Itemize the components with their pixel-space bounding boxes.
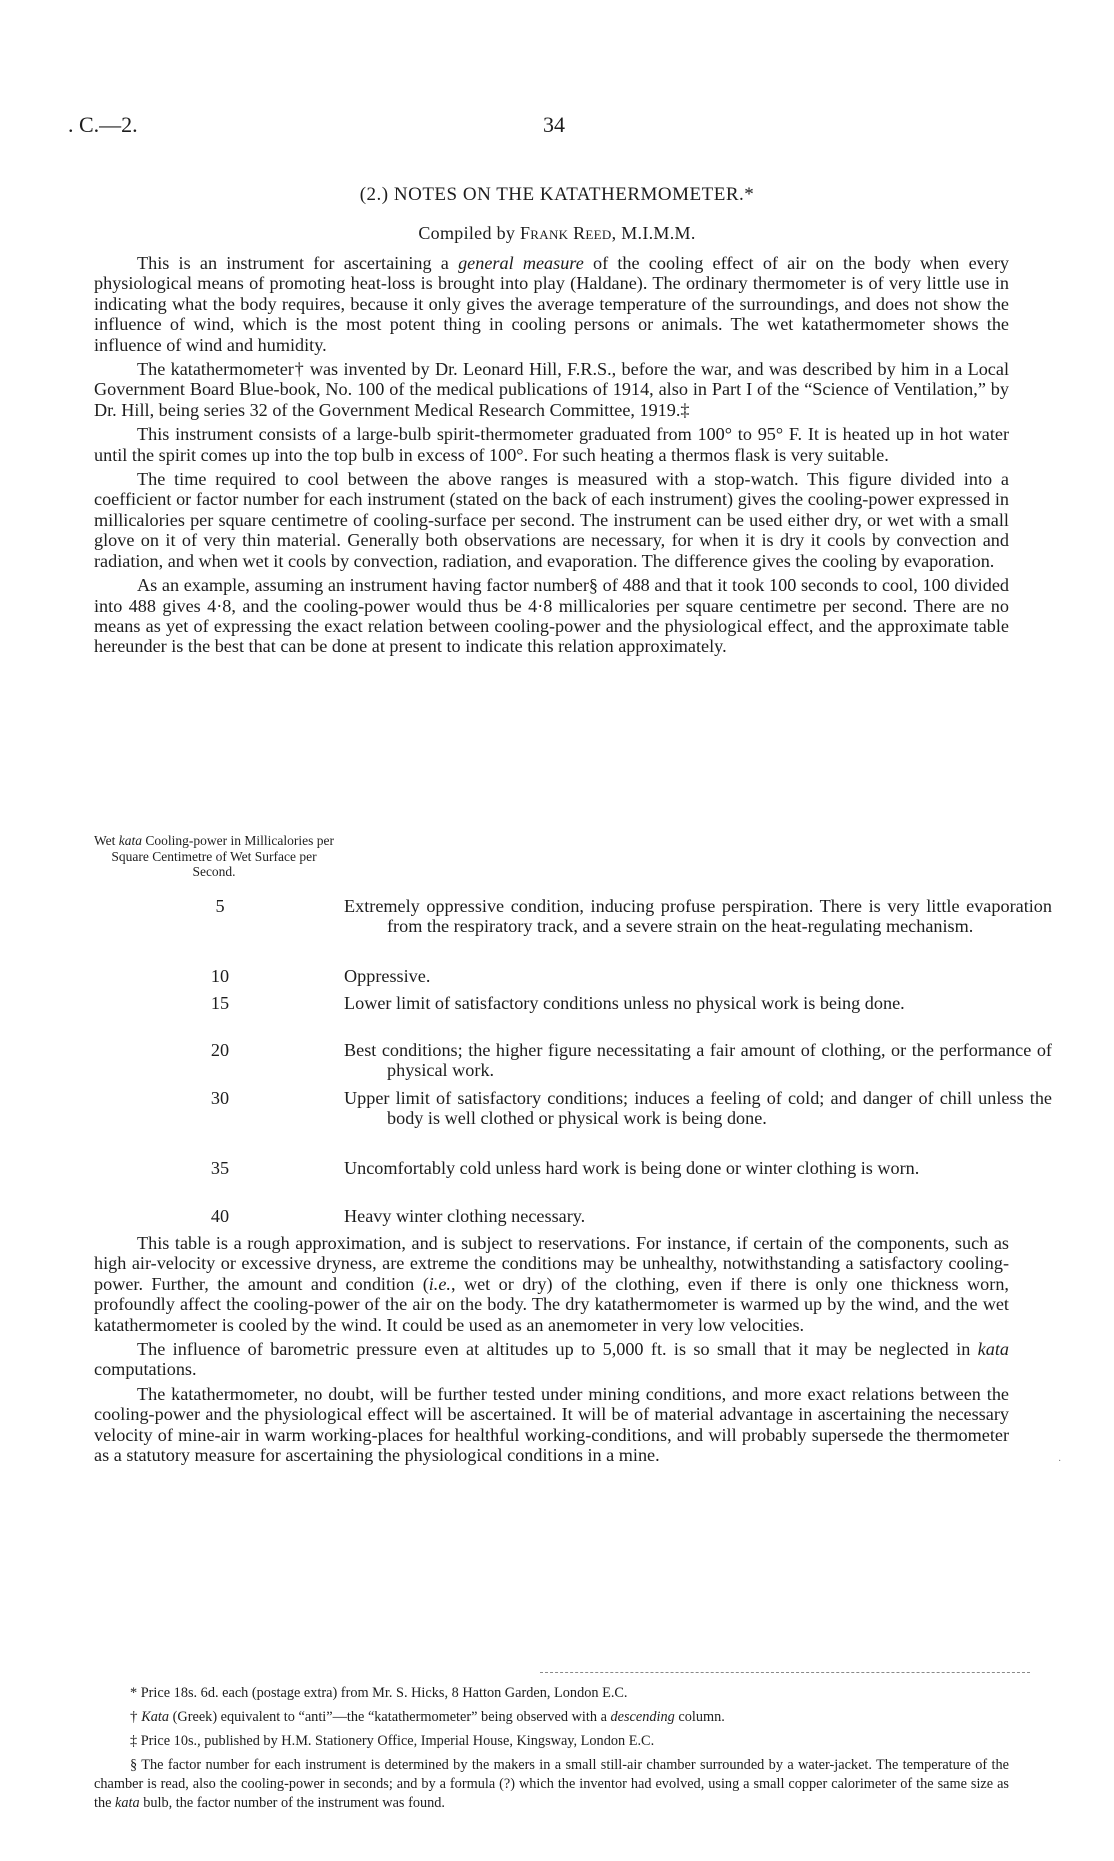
table-column-heading: Wet kata Cooling-power in Millicalories per Square Centimetre of Wet Surface per Second.: [94, 833, 334, 879]
page-title: (2.) NOTES ON THE KATATHERMOMETER.*: [359, 184, 755, 205]
intro-paragraph-3: This instrument consists of a large-bulb spirit-thermometer graduated from 100° to 95° F. It is heated up in hot water until the spirit comes up into the top bulb in excess of 100°. For such heating a thermos flask is very suitable.: [94, 424, 1009, 465]
cooling-power-value: 20: [210, 1040, 230, 1060]
condition-description: Heavy winter clothing necessary.: [344, 1206, 586, 1226]
intro-paragraph-5: As an example, assuming an instrument having factor number§ of 488 and that it took 100 seconds to cool, 100 divided into 488 gives 4·8, and the cooling-power would thus be 4·8 millicalories per square centimetre per second. There are no means as yet of expressing the exact relation between cooling-power and the physiological effect, and the approximate table hereunder is the best that can be done at present to indicate this relation approximately.: [94, 575, 1009, 657]
intro-paragraph-4: The time required to cool between the above ranges is measured with a stop-watch. This figure divided into a coefficient or factor number for each instrument (stated on the back of each instrument) gives the cooling-power expressed in millicalories per square centimetre of cooling-surface per second. The instrument can be used either dry, or wet with a small glove on it of very thin material. Generally both observations are necessary, for when it is dry it cools by convection and radiation, and when wet it cools by convection, radiation, and evaporation. The difference gives the cooling by evaporation.: [94, 469, 1009, 571]
intro-paragraph-1: This is an instrument for ascertaining a general measure of the cooling effect of air on the body when every physiological means of promoting heat-loss is brought into play (Haldane). The ordinary thermometer is of very little use in indicating what the body requires, because it only gives the average temperature of the surroundings, and does not show the influence of wind, which is the most potent thing in cooling persons or animals. The wet katathermometer shows the influence of wind and humidity.: [94, 253, 1009, 355]
footnote-section: § The factor number for each instrument is determined by the makers in a small still-air chamber surrounded by a water-jacket. The temperature of the chamber is read, also the cooling-power in seconds; and by a formula (?) which the inventor had evolved, using a small copper calorimeter of the same size as the kata bulb, the factor number of the instrument was found.: [94, 1757, 1009, 1811]
closing-paragraph-2: The influence of barometric pressure even at altitudes up to 5,000 ft. is so small that it may be neglected in kata computations.: [94, 1339, 1009, 1380]
closing-paragraph-3: The katathermometer, no doubt, will be further tested under mining conditions, and more exact relations between the cooling-power and the physiological effect will be ascertained. It will be of material advantage in ascertaining the necessary velocity of mine-air in warm working-places for healthful working-conditions, and will probably supersede the thermometer as a statutory measure for ascertaining the physiological conditions in a mine.: [94, 1383, 1009, 1466]
author-name: Frank Reed: [519, 223, 612, 243]
closing-paragraph-1: This table is a rough approximation, and is subject to reservations. For instance, if certain of the components, such as high air-velocity or excessive dryness, are extreme the conditions may be unhealthy, notwithstanding a satisfactory cooling-power. Further, the amount and condition (i.e., wet or dry) of the clothing, even if there is only one thickness worn, profoundly affect the cooling-power of the air on the body. The dry katathermometer is warmed up by the wind, and the wet katathermometer is cooled by the wind. It could be used as an anemometer in very low velocities.: [94, 1233, 1009, 1335]
cooling-power-value: 5: [215, 896, 225, 916]
footnote-asterisk: * Price 18s. 6d. each (postage extra) from Mr. S. Hicks, 8 Hatton Garden, London E.C.: [130, 1685, 628, 1701]
condition-description: Oppressive.: [344, 966, 431, 986]
cooling-power-value: 10: [210, 966, 230, 986]
intro-paragraph-2: The katathermometer† was invented by Dr. Leonard Hill, F.R.S., before the war, and was described by him in a Local Government Board Blue-book, No. 100 of the medical publications of 1914, also in Part I of the “Science of Ventilation,” by Dr. Hill, being series 32 of the Government Medical Research Committee, 1919.‡: [94, 359, 1009, 420]
condition-description: Extremely oppressive condition, inducing profuse perspiration. There is very little evaporation from the respiratory track, and a severe strain on the heat-regulating mechanism.: [344, 896, 1052, 937]
condition-description: Lower limit of satisfactory conditions unless no physical work is being done.: [344, 993, 905, 1013]
cooling-power-value: 30: [210, 1088, 230, 1108]
closing-section: [94, 1233, 1009, 1469]
intro-section: [94, 253, 1009, 661]
cooling-power-value: 35: [210, 1158, 230, 1178]
condition-description: Upper limit of satisfactory conditions; induces a feeling of cold; and danger of chill unless the body is well clothed or physical work is being done.: [344, 1088, 1052, 1129]
stray-mark: ·: [1058, 1456, 1062, 1467]
footnote-dagger: † Kata (Greek) equivalent to “anti”—the “katathermometer” being observed with a descending column.: [130, 1709, 725, 1725]
footnote-divider: [540, 1672, 1030, 1673]
cooling-power-value: 40: [210, 1206, 230, 1226]
author-line: [0, 223, 1114, 244]
condition-description: Uncomfortably cold unless hard work is being done or winter clothing is worn.: [344, 1158, 920, 1178]
footnote-double-dagger: ‡ Price 10s., published by H.M. Stationery Office, Imperial House, Kingsway, London E.C.: [130, 1733, 655, 1749]
footnotes: [94, 1684, 1009, 1818]
emphasis-general-measure: general measure: [458, 253, 584, 273]
author-suffix: , M.I.M.M.: [611, 223, 696, 243]
cooling-power-value: 15: [210, 993, 230, 1013]
condition-description: Best conditions; the higher figure necessitating a fair amount of clothing, or the performance of physical work.: [344, 1040, 1052, 1081]
author-prefix: Compiled by: [418, 223, 520, 243]
report-code: . C.—2.: [68, 112, 138, 137]
page-number: 34: [543, 112, 565, 137]
